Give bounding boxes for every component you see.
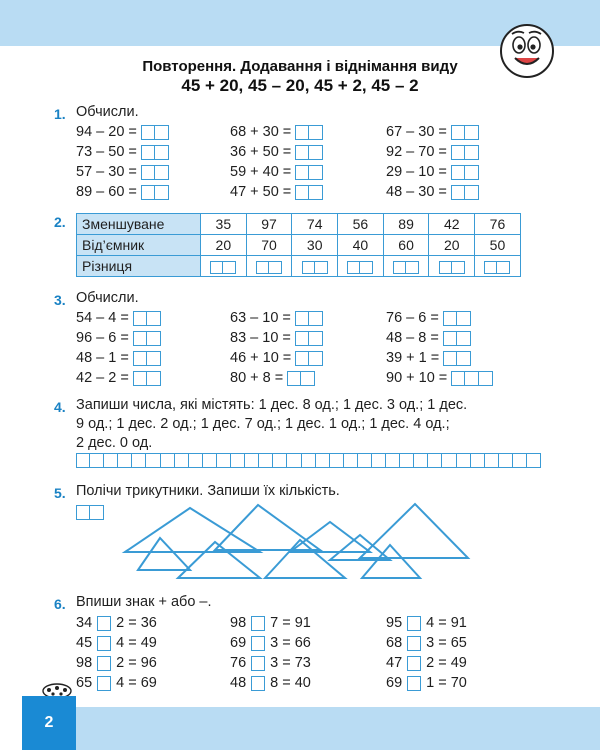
equation-rest: 2 = 96 [116,655,157,671]
equation-rest: 4 = 91 [426,615,467,631]
triangles-figure [120,500,480,585]
answer-cell [201,256,247,277]
operand: 47 [386,655,403,671]
answer-cells [287,371,315,386]
answer-cells [133,351,161,366]
answer-box[interactable] [309,331,323,346]
answer-box[interactable] [315,261,328,274]
ladybug-icon [40,678,74,698]
answer-cells [295,125,323,140]
answer-box[interactable] [155,145,169,160]
equation [76,329,161,347]
equation-text: 36 + 50 = [230,144,292,160]
answer-box[interactable] [147,311,161,326]
triangle [362,545,420,578]
sign-box[interactable] [407,676,421,691]
equation [386,143,479,161]
answer-box[interactable] [451,125,465,140]
sign-equation [386,674,467,692]
table-cell: 70 [246,235,292,256]
answer-cells [141,145,169,160]
answer-box[interactable] [465,165,479,180]
equation [230,163,323,181]
equation-text: 48 – 1 = [76,350,129,366]
equation-rest: 8 = 40 [270,675,311,691]
task4-number: 4. [54,399,66,415]
answer-cell [429,256,475,277]
operand: 65 [76,675,93,691]
equation-rest: 3 = 66 [270,635,311,651]
answer-cells [133,311,161,326]
task4-line3: 2 дес. 0 од. [76,435,153,451]
answer-box[interactable] [132,453,146,468]
answer-box[interactable] [76,453,90,468]
equation-text: 89 – 60 = [76,184,137,200]
operand: 69 [230,635,247,651]
equation-text: 54 – 4 = [76,310,129,326]
equation [76,369,161,387]
answer-box[interactable] [471,453,485,468]
answer-box[interactable] [161,453,175,468]
equation-text: 46 + 10 = [230,350,292,366]
answer-cells [451,185,479,200]
answer-box[interactable] [457,331,471,346]
table-cell: 40 [338,235,384,256]
answer-box[interactable] [231,453,245,468]
table-cell: 74 [292,214,338,235]
answer-box[interactable] [513,453,527,468]
minuend-row [77,214,521,235]
answer-box[interactable] [309,311,323,326]
answer-box[interactable] [451,371,465,386]
sign-box[interactable] [97,676,111,691]
equation-rest: 4 = 49 [116,635,157,651]
bottom-band [76,707,600,750]
answer-cells [451,125,479,140]
answer-box[interactable] [360,261,373,274]
answer-box[interactable] [497,261,510,274]
equation [386,183,479,201]
answer-box[interactable] [452,261,465,274]
answer-box[interactable] [465,145,479,160]
answer-box[interactable] [393,261,406,274]
answer-box[interactable] [428,453,442,468]
answer-box[interactable] [175,453,189,468]
answer-box[interactable] [443,331,457,346]
equation [386,123,479,141]
equation [230,369,315,387]
sign-equation [386,634,467,652]
answer-box[interactable] [76,505,90,520]
table-cell: 30 [292,235,338,256]
equation-text: 48 – 8 = [386,330,439,346]
answer-box[interactable] [309,185,323,200]
answer-cells [451,165,479,180]
answer-box[interactable] [499,453,513,468]
answer-box[interactable] [295,165,309,180]
answer-box[interactable] [287,371,301,386]
answer-box[interactable] [256,261,269,274]
equation [386,309,471,327]
equation [76,123,169,141]
answer-box[interactable] [147,331,161,346]
answer-cells [133,371,161,386]
equation [76,143,169,161]
answer-cell [383,256,429,277]
task6-instruction: Впиши знак + або –. [76,594,212,610]
answer-box[interactable] [223,261,236,274]
sign-box[interactable] [97,616,111,631]
equation-text: 67 – 30 = [386,124,447,140]
operand: 98 [230,615,247,631]
answer-box[interactable] [451,185,465,200]
answer-box[interactable] [133,311,147,326]
operand: 68 [386,635,403,651]
equation-text: 68 + 30 = [230,124,292,140]
answer-box[interactable] [372,453,386,468]
sign-box[interactable] [407,616,421,631]
answer-box[interactable] [414,453,428,468]
answer-box[interactable] [330,453,344,468]
answer-cells [443,331,471,346]
answer-box[interactable] [309,351,323,366]
sign-box[interactable] [251,676,265,691]
answer-cell [338,256,384,277]
sign-box[interactable] [251,616,265,631]
equation-text: 57 – 30 = [76,164,137,180]
table-cell: 20 [429,235,475,256]
equation [386,349,471,367]
page-number: 2 [22,696,76,750]
task1-number: 1. [54,106,66,122]
answer-box[interactable] [118,453,132,468]
answer-box[interactable] [141,145,155,160]
answer-box[interactable] [273,453,287,468]
operand: 95 [386,615,403,631]
answer-box[interactable] [259,453,273,468]
equation [386,163,479,181]
equation [230,183,323,201]
table-cell: 76 [475,214,521,235]
answer-box[interactable] [90,505,104,520]
table-cell: 20 [201,235,247,256]
page-title: Повторення. Додавання і віднімання виду [142,58,458,75]
equation-text: 48 – 30 = [386,184,447,200]
answer-box[interactable] [295,125,309,140]
equation-text: 76 – 6 = [386,310,439,326]
sign-equation [76,614,157,632]
equation-text: 83 – 10 = [230,330,291,346]
answer-box[interactable] [295,145,309,160]
answer-box[interactable] [210,261,223,274]
equation-text: 59 + 40 = [230,164,292,180]
operand: 45 [76,635,93,651]
answer-box[interactable] [141,165,155,180]
answer-cells [451,371,493,386]
answer-strip [76,453,541,468]
answer-cells [295,185,323,200]
answer-box[interactable] [406,261,419,274]
equation-rest: 7 = 91 [270,615,311,631]
table-cell: 35 [201,214,247,235]
answer-cells [133,331,161,346]
table-cell: 42 [429,214,475,235]
answer-box[interactable] [465,371,479,386]
answer-box[interactable] [347,261,360,274]
answer-box[interactable] [479,371,493,386]
answer-box[interactable] [358,453,372,468]
task4-line1: Запиши числа, які містять: 1 дес. 8 од.; 1 дес. 3 од.; 1 дес. [76,397,468,413]
task5-instruction: Полічи трикутники. Запиши їх кількість. [76,483,340,499]
answer-box[interactable] [295,331,309,346]
table-cell: 60 [383,235,429,256]
answer-box[interactable] [439,261,452,274]
answer-cell [475,256,521,277]
answer-box[interactable] [400,453,414,468]
table-cell: 56 [338,214,384,235]
answer-box[interactable] [302,453,316,468]
sign-equation [76,674,157,692]
answer-box[interactable] [457,311,471,326]
answer-cell [292,256,338,277]
answer-cells [451,145,479,160]
subtrahend-row [77,235,521,256]
minuend-label: Зменшуване [77,214,201,235]
answer-box[interactable] [451,165,465,180]
triangle [138,538,190,570]
answer-box[interactable] [443,311,457,326]
answer-cells [443,351,471,366]
equation-rest: 1 = 70 [426,675,467,691]
answer-box[interactable] [133,331,147,346]
answer-box[interactable] [295,351,309,366]
sign-box[interactable] [407,636,421,651]
answer-cells [295,165,323,180]
answer-box[interactable] [465,125,479,140]
sign-box[interactable] [251,656,265,671]
answer-box[interactable] [451,145,465,160]
equation-text: 73 – 50 = [76,144,137,160]
equation-rest: 2 = 36 [116,615,157,631]
smiley-face-icon [498,22,556,80]
answer-box[interactable] [309,125,323,140]
answer-cell [246,256,292,277]
difference-row [77,256,521,277]
sign-equation [230,634,311,652]
answer-box[interactable] [457,351,471,366]
equation [230,349,323,367]
operand: 76 [230,655,247,671]
table-cell: 97 [246,214,292,235]
equation-text: 96 – 6 = [76,330,129,346]
answer-box[interactable] [155,165,169,180]
answer-box[interactable] [133,351,147,366]
sign-equation [230,654,311,672]
answer-box[interactable] [309,145,323,160]
answer-box[interactable] [309,165,323,180]
task4-line2: 9 од.; 1 дес. 2 од.; 1 дес. 7 од.; 1 дес. 1 од.; 1 дес. 4 од.; [76,416,450,432]
answer-cells [443,311,471,326]
task3-number: 3. [54,292,66,308]
equation [230,329,323,347]
answer-box[interactable] [386,453,400,468]
answer-box[interactable] [465,185,479,200]
answer-box[interactable] [301,371,315,386]
equation-text: 94 – 20 = [76,124,137,140]
sign-box[interactable] [97,656,111,671]
answer-box[interactable] [146,453,160,468]
sign-equation [386,614,467,632]
sign-box[interactable] [407,656,421,671]
answer-box[interactable] [316,453,330,468]
answer-box[interactable] [104,453,118,468]
equation-rest: 4 = 69 [116,675,157,691]
task2-number: 2. [54,214,66,230]
task5-number: 5. [54,485,66,501]
answer-box[interactable] [302,261,315,274]
triangle-count-answer [76,505,104,520]
answer-cells [295,311,323,326]
difference-label: Різниця [77,256,201,277]
equation [230,309,323,327]
answer-box[interactable] [155,125,169,140]
sign-box[interactable] [251,636,265,651]
answer-box[interactable] [147,371,161,386]
equation-text: 39 + 1 = [386,350,440,366]
sign-equation [230,614,311,632]
equation-text: 42 – 2 = [76,370,129,386]
sign-equation [230,674,311,692]
sign-equation [386,654,467,672]
answer-box[interactable] [147,351,161,366]
answer-box[interactable] [295,311,309,326]
answer-box[interactable] [245,453,259,468]
equation-text: 47 + 50 = [230,184,292,200]
answer-box[interactable] [484,261,497,274]
equation [230,123,323,141]
triangle [178,542,260,578]
answer-box[interactable] [295,185,309,200]
sign-box[interactable] [97,636,111,651]
operand: 34 [76,615,93,631]
equation [386,329,471,347]
answer-cells [295,351,323,366]
equation [386,369,493,387]
answer-cells [141,125,169,140]
task3-instruction: Обчисли. [76,290,139,306]
answer-box[interactable] [141,185,155,200]
equation [76,309,161,327]
answer-box[interactable] [443,351,457,366]
equation [76,183,169,201]
equation [76,163,169,181]
sign-equation [76,634,157,652]
equation-rest: 3 = 73 [270,655,311,671]
equation-rest: 3 = 65 [426,635,467,651]
subtraction-table [76,213,521,277]
task1-instruction: Обчисли. [76,104,139,120]
equation-rest: 2 = 49 [426,655,467,671]
answer-box[interactable] [269,261,282,274]
equation-text: 29 – 10 = [386,164,447,180]
equation-text: 63 – 10 = [230,310,291,326]
task6-number: 6. [54,596,66,612]
subtrahend-label: Від’ємник [77,235,201,256]
equation-text: 92 – 70 = [386,144,447,160]
answer-box[interactable] [442,453,456,468]
operand: 48 [230,675,247,691]
answer-box[interactable] [344,453,358,468]
equation-text: 80 + 8 = [230,370,284,386]
answer-cells [295,145,323,160]
answer-box[interactable] [217,453,231,468]
answer-box[interactable] [90,453,104,468]
answer-box[interactable] [141,125,155,140]
page-subtitle: 45 + 20, 45 – 20, 45 + 2, 45 – 2 [181,76,419,95]
answer-box[interactable] [203,453,217,468]
equation-text: 90 + 10 = [386,370,448,386]
equation [76,349,161,367]
equation [230,143,323,161]
answer-box[interactable] [287,453,301,468]
answer-box[interactable] [155,185,169,200]
sign-equation [76,654,157,672]
table-cell: 89 [383,214,429,235]
answer-cells [295,331,323,346]
answer-box[interactable] [527,453,541,468]
answer-box[interactable] [189,453,203,468]
operand: 98 [76,655,93,671]
triangle [360,504,468,558]
answer-box[interactable] [485,453,499,468]
table-cell: 50 [475,235,521,256]
answer-box[interactable] [457,453,471,468]
operand: 69 [386,675,403,691]
triangle [125,508,260,552]
answer-cells [141,185,169,200]
answer-cells [141,165,169,180]
answer-box[interactable] [133,371,147,386]
